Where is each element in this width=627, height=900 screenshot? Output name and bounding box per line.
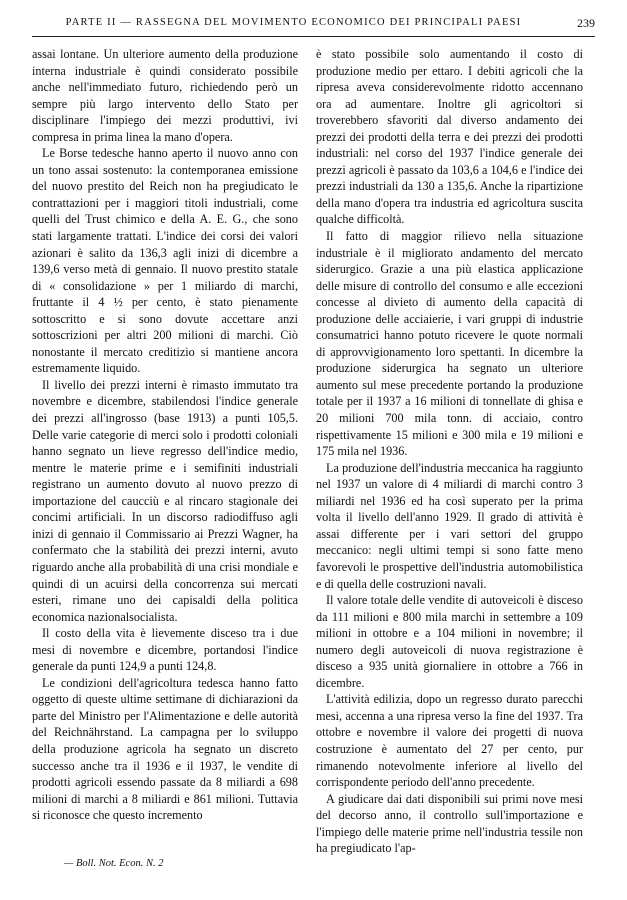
running-header <box>32 14 595 37</box>
paragraph: A giudicare dai dati disponibili sui primi nove mesi del decorso anno, il controllo sull'importazione e l'impiego delle materie prime nell'industria tessile non ha pregiudicato l'ap- <box>316 791 583 856</box>
paragraph: è stato possibile solo aumentando il costo di produzione medio per ettaro. I debiti agricoli che la ripresa aveva considerevolmente ridotto accennano ora ad aumentare. Inoltre gli agricoltori si troverebbero sfavoriti dal diverso andamento dei prezzi dei prodotti della terra e dei prezzi dei prodotti industriali: nel corso del 1937 l'indice generale dei prezzi agricoli è passato da 103,6 a 104,6 e l'indice dei prezzi industriali da 130 a 135,6. Anche la ripartizione della mano d'opera tra industria ed agricoltura suscita qualche difficoltà. <box>316 47 583 227</box>
footer-note: — Boll. Not. Econ. N. 2 <box>64 858 164 869</box>
paragraph: L'attività edilizia, dopo un regresso durato parecchi mesi, accenna a una ripresa verso la fine del 1937. Tra ottobre e novembre il valore dei progetti di nuova costruzione è aumentato del 27 per cento, pur rimanendo notevolmente inferiore al livello del corrispondente periodo dell'anno precedente. <box>316 692 583 790</box>
right-column <box>316 46 583 857</box>
paragraph: Le Borse tedesche hanno aperto il nuovo anno con un tono assai sostenuto: la contemporanea emissione del nuovo prestito del Reich non ha pregiudicato le contrattazioni per i maggiori titoli industriali, come quelli del Trust chimico e della A. E. G., che sono stati largamente trattati. L'indice dei corsi dei valori azionari è salito da 136,3 agli inizi di dicembre a 139,6 verso metà di gennaio. Il nuovo prestito statale di « consolidazione » per 1 miliardo di marchi, fruttante il 4 ½ per cento, è stato pienamente sottoscritto e si sono dovute accettare anzi sottoscrizioni per altri 200 milioni di marchi. Ciò nonostante il mercato creditizio si mantiene ancora estremamente liquido. <box>32 146 298 376</box>
paragraph: Il fatto di maggior rilievo nella situazione industriale è il migliorato andamento del mercato siderurgico. Grazie a una più elastica applicazione delle misure di controllo del consumo e alle eccezioni concesse al divieto di aumento della capacità di produzione delle acciaierie, i vari gruppi di industrie consumatrici hanno potuto ricevere le quote normali di approvvigionamento loro spettanti. In dicembre la produzione siderurgica ha segnato un ulteriore aumento sul mese precedente portando la produzione totale per il 1937 a 16 milioni di tonnellate di ghisa e 20 milioni 700 mila tonn. di acciaio, contro rispettivamente 15 milioni e 300 mila e 19 milioni e 175 mila nel 1936. <box>316 229 583 459</box>
paragraph: assai lontane. Un ulteriore aumento della produzione interna industriale è quindi considerato possibile anche nell'immediato futuro, richiedendo però un sempre più largo intervento dello Stato per disciplinare l'impiego dei mezzi produttivi, ivi compresa in prima linea la mano d'opera. <box>32 47 298 144</box>
left-column <box>32 46 298 824</box>
paragraph: Il livello dei prezzi interni è rimasto immutato tra novembre e dicembre, stabilendosi l'indice generale dei prezzi all'ingrosso (base 1913) a punti 105,5. Delle varie categorie di merci solo i prodotti coloniali hanno segnato un lieve regresso dell'indice medio, mentre le materie prime e i semifiniti industriali registrano un aumento dovuto al nuovo prezzo di importazione del caucciù e al rincaro stagionale dei concimi artificiali. In un discorso radiodiffuso agli inizi di gennaio il Commissario ai Prezzi Wagner, ha confermato che la stabilità dei prezzi interni, avuto riguardo anche alla probabilità di una crisi mondiale e quindi di un acuirsi della concorrenza sui mercati esteri, rimane uno dei capisaldi della politica economica nazionalsocialista. <box>32 377 298 624</box>
paragraph: Il valore totale delle vendite di autoveicoli è disceso da 111 milioni e 800 mila marchi in settembre a 109 milioni in ottobre e a 104 milioni in novembre; il numero degli autoveicoli di nuova registrazione è disceso a 935 unità giornaliere in ottobre a 766 in dicembre. <box>316 593 583 690</box>
paragraph: La produzione dell'industria meccanica ha raggiunto nel 1937 un valore di 4 miliardi di marchi contro 3 miliardi nel 1936 ed ha così superato per la prima volta il livello dell'anno 1929. Il grado di attività è assai differente per i vari settori del gruppo meccanico: negli ultimi tempi si sono fatte meno favorevoli le prospettive dell'industria automobilistica e di quella delle costruzioni navali. <box>316 460 583 591</box>
paragraph: Le condizioni dell'agricoltura tedesca hanno fatto oggetto di queste ultime settimane di dichiarazioni da parte del Ministro per l'Alimentazione e delle autorità del Reichnährstand. La campagna per lo sviluppo della produzione agricola ha segnato un discreto successo anche tra il 1936 e il 1937, le vendite di prodotti agricoli essendo passate da 8 miliardi a 698 milioni di marchi a 8 miliardi e 861 milioni. Tuttavia si riconosce che questo incremento <box>32 675 298 823</box>
header-title: PARTE II — RASSEGNA DEL MOVIMENTO ECONOMICO DEI PRINCIPALI PAESI <box>65 17 522 28</box>
paragraph: Il costo della vita è lievemente disceso tra i due mesi di novembre e dicembre, portandosi l'indice generale da punti 124,9 a punti 124,8. <box>32 626 298 674</box>
page-number: 239 <box>577 16 595 30</box>
